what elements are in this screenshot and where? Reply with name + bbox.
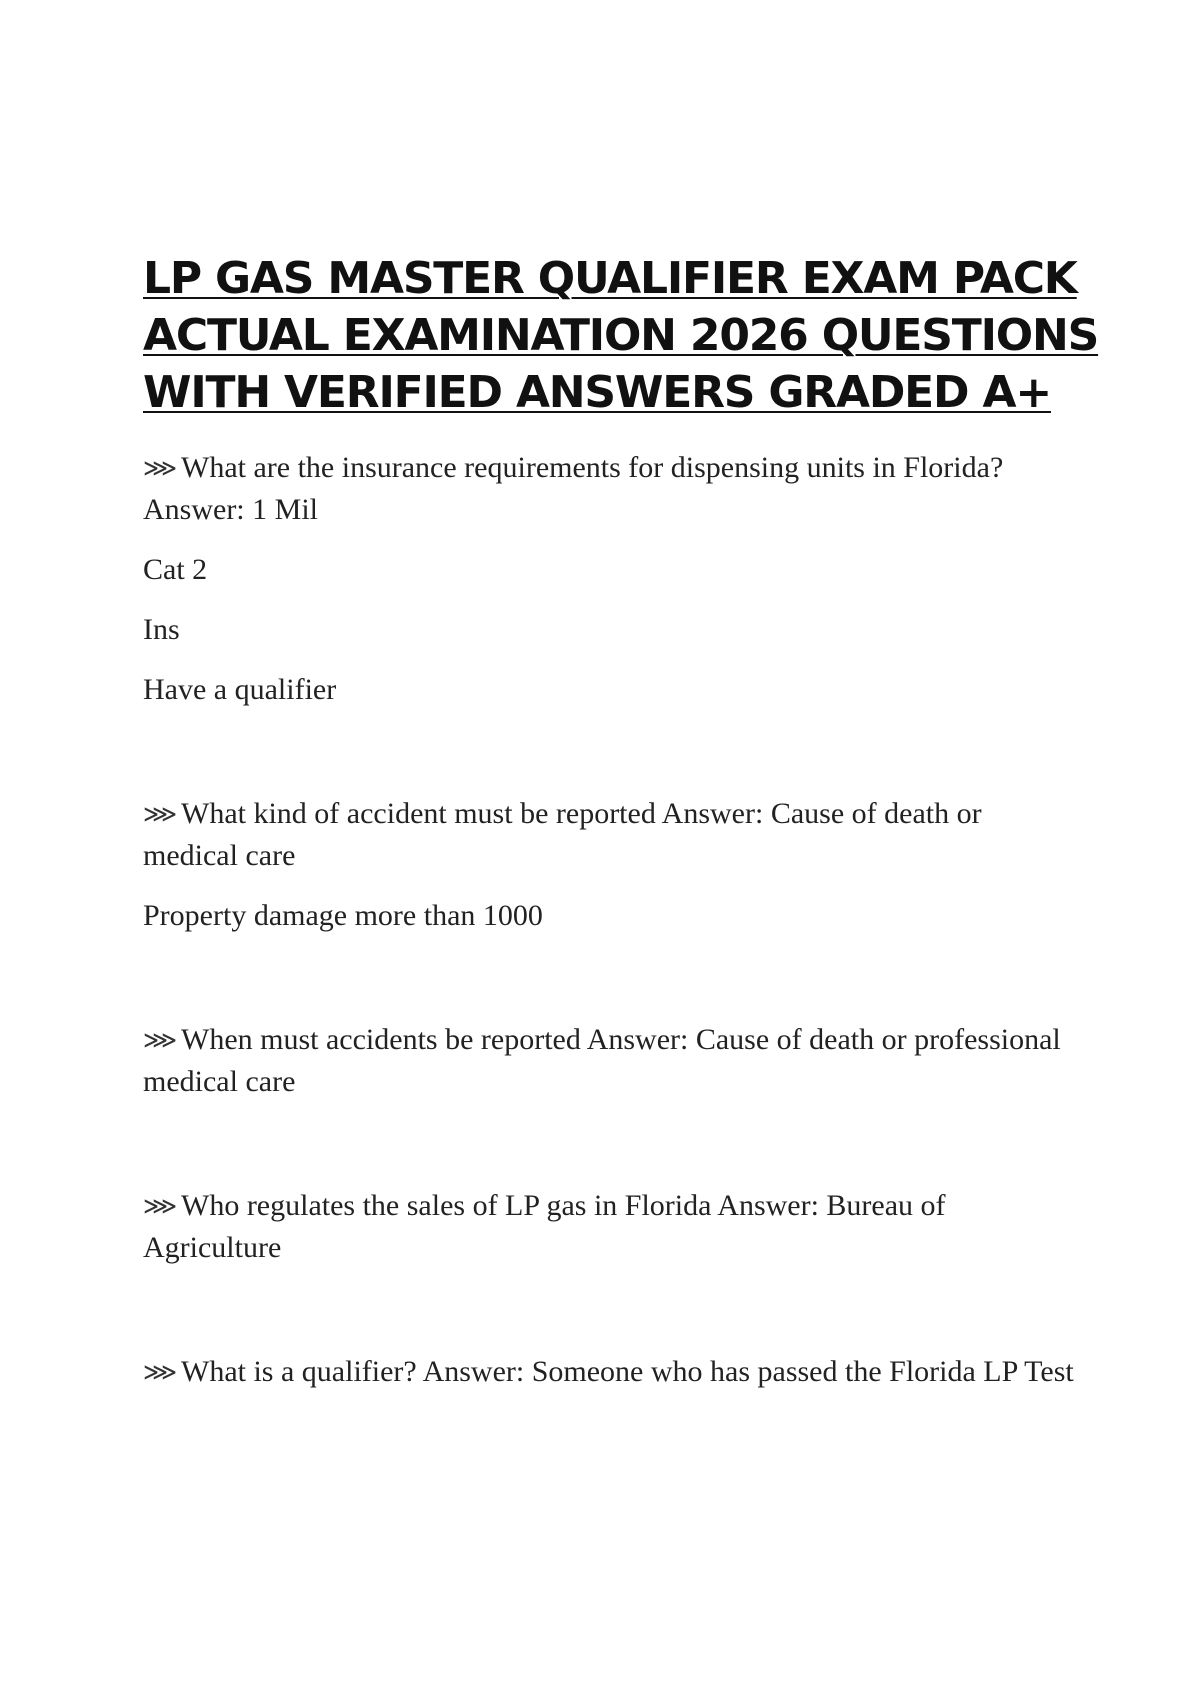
- title-line: ACTUAL EXAMINATION 2026 QUESTIONS: [143, 310, 1099, 361]
- answer-line: Cat 2: [143, 553, 208, 586]
- double-arrow-bullet-icon: ⋙: [143, 1026, 178, 1054]
- spacer: [143, 955, 1083, 1019]
- question-text: ⋙ What is a qualifier? Answer: Someone who has passed the Florida LP Test: [143, 1351, 1083, 1393]
- double-arrow-bullet-icon: ⋙: [143, 800, 178, 828]
- question-text: ⋙ Who regulates the sales of LP gas in Florida Answer: Bureau of Agriculture: [143, 1185, 1083, 1268]
- document-title: [143, 250, 1099, 421]
- qa-item: [143, 1351, 1083, 1393]
- qa-item: [143, 1185, 1083, 1268]
- title-line: WITH VERIFIED ANSWERS GRADED A+: [143, 367, 1051, 418]
- question-text: ⋙ What are the insurance requirements for dispensing units in Florida? Answer: 1 Mil: [143, 447, 1083, 530]
- qa-item: [143, 447, 1083, 710]
- spacer: [143, 1287, 1083, 1351]
- spacer: [143, 729, 1083, 793]
- title-line: LP GAS MASTER QUALIFIER EXAM PACK: [143, 253, 1077, 304]
- double-arrow-bullet-icon: ⋙: [143, 1192, 178, 1220]
- answer-line: Ins: [143, 613, 180, 646]
- document-page: [143, 250, 1099, 1412]
- qa-item: [143, 793, 1083, 936]
- double-arrow-bullet-icon: ⋙: [143, 454, 178, 482]
- answer-line: Have a qualifier: [143, 673, 337, 706]
- question-text: ⋙ What kind of accident must be reported Answer: Cause of death or medical care: [143, 793, 1083, 876]
- double-arrow-bullet-icon: ⋙: [143, 1358, 178, 1386]
- qa-item: [143, 1019, 1083, 1102]
- answer-line: Property damage more than 1000: [143, 899, 543, 932]
- spacer: [143, 1121, 1083, 1185]
- question-text: ⋙ When must accidents be reported Answer: Cause of death or professional medical care: [143, 1019, 1083, 1102]
